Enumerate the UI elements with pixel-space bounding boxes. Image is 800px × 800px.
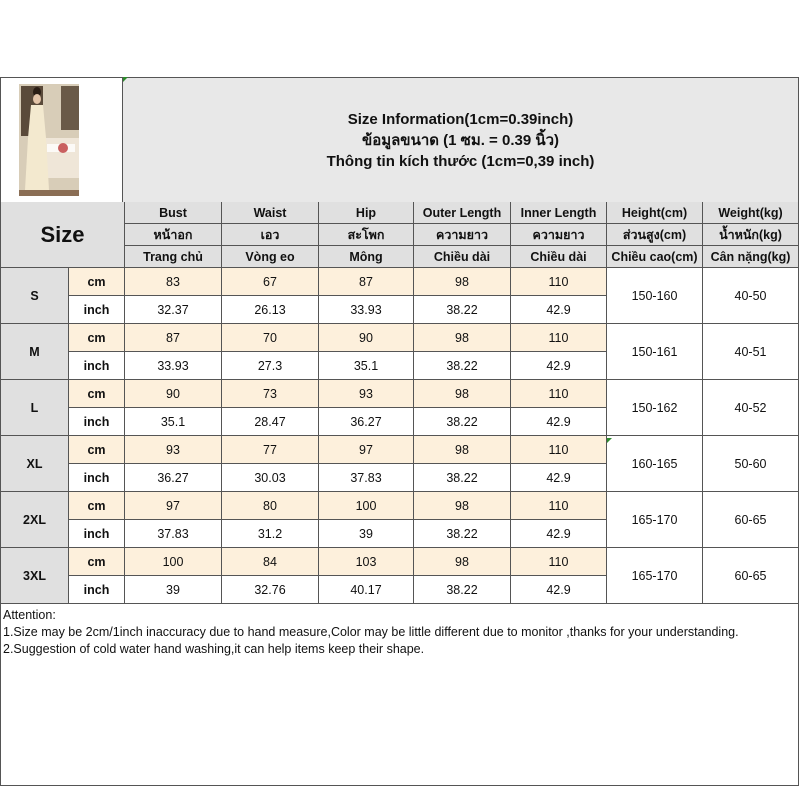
measure-cm-value: 84 <box>222 548 319 576</box>
corner-marker <box>607 438 612 443</box>
measure-inch-value: 42.9 <box>511 352 607 380</box>
measure-inch-value: 33.93 <box>319 296 414 324</box>
measure-cm-value: 98 <box>414 380 511 408</box>
column-header-vi: Vòng eo <box>222 246 319 268</box>
unit-cm-label: cm <box>69 380 125 408</box>
title-english: Size Information(1cm=0.39inch) <box>347 110 574 128</box>
unit-cm-label: cm <box>69 324 125 352</box>
measure-inch-value: 39 <box>319 520 414 548</box>
measure-cm-value: 67 <box>222 268 319 296</box>
column-header-vi: Chiều cao(cm) <box>607 246 703 268</box>
measure-cm-value: 97 <box>319 436 414 464</box>
unit-inch-label: inch <box>69 296 125 324</box>
size-label: M <box>1 324 69 380</box>
measure-inch-value: 39 <box>125 576 222 604</box>
height-range: 165-170 <box>607 492 703 548</box>
height-range: 150-162 <box>607 380 703 436</box>
unit-cm-label: cm <box>69 548 125 576</box>
measure-cm-value: 73 <box>222 380 319 408</box>
measure-cm-value: 100 <box>125 548 222 576</box>
size-chart <box>0 77 799 786</box>
measure-inch-value: 38.22 <box>414 408 511 436</box>
column-header-en: Outer Length <box>414 202 511 224</box>
height-range: 150-161 <box>607 324 703 380</box>
size-label: 3XL <box>1 548 69 604</box>
unit-cm-label: cm <box>69 492 125 520</box>
measure-inch-value: 36.27 <box>125 464 222 492</box>
measure-cm-value: 110 <box>511 436 607 464</box>
measure-inch-value: 42.9 <box>511 464 607 492</box>
unit-inch-label: inch <box>69 464 125 492</box>
column-header-th: น้ำหนัก(kg) <box>703 224 799 246</box>
measure-inch-value: 35.1 <box>319 352 414 380</box>
measure-inch-value: 33.93 <box>125 352 222 380</box>
unit-inch-label: inch <box>69 352 125 380</box>
measure-cm-value: 98 <box>414 436 511 464</box>
height-range: 150-160 <box>607 268 703 324</box>
size-header: Size <box>1 202 125 268</box>
corner-marker <box>123 77 128 82</box>
measure-cm-value: 87 <box>125 324 222 352</box>
unit-cm-label: cm <box>69 268 125 296</box>
column-header-th: ส่วนสูง(cm) <box>607 224 703 246</box>
measure-inch-value: 32.37 <box>125 296 222 324</box>
measure-cm-value: 98 <box>414 548 511 576</box>
measure-inch-value: 42.9 <box>511 576 607 604</box>
measure-cm-value: 93 <box>319 380 414 408</box>
measure-inch-value: 28.47 <box>222 408 319 436</box>
measure-cm-value: 98 <box>414 324 511 352</box>
measure-cm-value: 110 <box>511 324 607 352</box>
measure-inch-value: 27.3 <box>222 352 319 380</box>
measure-inch-value: 42.9 <box>511 520 607 548</box>
unit-inch-label: inch <box>69 576 125 604</box>
measure-inch-value: 42.9 <box>511 408 607 436</box>
unit-inch-label: inch <box>69 408 125 436</box>
column-header-en: Bust <box>125 202 222 224</box>
title-thai: ข้อมูลขนาด (1 ซม. = 0.39 นิ้ว) <box>361 131 560 149</box>
column-header-vi: Trang chủ <box>125 246 222 268</box>
measure-inch-value: 38.22 <box>414 520 511 548</box>
measure-cm-value: 90 <box>125 380 222 408</box>
measure-inch-value: 42.9 <box>511 296 607 324</box>
attention-heading: Attention: <box>3 608 56 622</box>
measure-inch-value: 40.17 <box>319 576 414 604</box>
measure-inch-value: 38.22 <box>414 352 511 380</box>
height-range: 165-170 <box>607 548 703 604</box>
size-information-header <box>123 78 798 202</box>
model-image <box>1 78 122 202</box>
weight-range: 40-50 <box>703 268 799 324</box>
measure-cm-value: 87 <box>319 268 414 296</box>
attention-notes <box>1 607 798 785</box>
height-range: 160-165 <box>607 436 703 492</box>
column-header-vi: Chiều dài <box>511 246 607 268</box>
attention-note-2: 2.Suggestion of cold water hand washing,it can help items keep their shape. <box>3 642 425 656</box>
weight-range: 40-52 <box>703 380 799 436</box>
measure-cm-value: 70 <box>222 324 319 352</box>
measure-inch-value: 35.1 <box>125 408 222 436</box>
column-header-th: ความยาว <box>511 224 607 246</box>
column-header-en: Hip <box>319 202 414 224</box>
title-vietnamese: Thông tin kích thước (1cm=0,39 inch) <box>326 152 595 170</box>
weight-range: 60-65 <box>703 492 799 548</box>
column-header-en: Height(cm) <box>607 202 703 224</box>
measure-inch-value: 37.83 <box>319 464 414 492</box>
measure-inch-value: 38.22 <box>414 464 511 492</box>
size-label: S <box>1 268 69 324</box>
measure-cm-value: 100 <box>319 492 414 520</box>
measure-cm-value: 110 <box>511 268 607 296</box>
measure-cm-value: 110 <box>511 492 607 520</box>
column-header-vi: Cân nặng(kg) <box>703 246 799 268</box>
unit-inch-label: inch <box>69 520 125 548</box>
column-header-th: หน้าอก <box>125 224 222 246</box>
measure-cm-value: 103 <box>319 548 414 576</box>
product-photo <box>1 78 123 202</box>
measure-inch-value: 31.2 <box>222 520 319 548</box>
weight-range: 50-60 <box>703 436 799 492</box>
column-header-en: Waist <box>222 202 319 224</box>
size-label: L <box>1 380 69 436</box>
measure-cm-value: 98 <box>414 492 511 520</box>
measure-inch-value: 37.83 <box>125 520 222 548</box>
measure-cm-value: 110 <box>511 380 607 408</box>
weight-range: 40-51 <box>703 324 799 380</box>
weight-range: 60-65 <box>703 548 799 604</box>
measure-cm-value: 80 <box>222 492 319 520</box>
column-header-th: เอว <box>222 224 319 246</box>
measure-cm-value: 90 <box>319 324 414 352</box>
column-header-th: สะโพก <box>319 224 414 246</box>
measure-inch-value: 36.27 <box>319 408 414 436</box>
measure-inch-value: 32.76 <box>222 576 319 604</box>
size-label: 2XL <box>1 492 69 548</box>
measure-cm-value: 93 <box>125 436 222 464</box>
measure-cm-value: 77 <box>222 436 319 464</box>
measure-inch-value: 26.13 <box>222 296 319 324</box>
column-header-en: Weight(kg) <box>703 202 799 224</box>
measure-cm-value: 97 <box>125 492 222 520</box>
measure-cm-value: 110 <box>511 548 607 576</box>
column-header-vi: Mông <box>319 246 414 268</box>
measure-inch-value: 38.22 <box>414 576 511 604</box>
column-header-th: ความยาว <box>414 224 511 246</box>
unit-cm-label: cm <box>69 436 125 464</box>
measure-inch-value: 38.22 <box>414 296 511 324</box>
measure-cm-value: 98 <box>414 268 511 296</box>
column-header-en: Inner Length <box>511 202 607 224</box>
size-label: XL <box>1 436 69 492</box>
column-header-vi: Chiều dài <box>414 246 511 268</box>
measure-inch-value: 30.03 <box>222 464 319 492</box>
measure-cm-value: 83 <box>125 268 222 296</box>
attention-note-1: 1.Size may be 2cm/1inch inaccuracy due to hand measure,Color may be little different due to monitor ,thanks for your understanding. <box>3 625 739 639</box>
